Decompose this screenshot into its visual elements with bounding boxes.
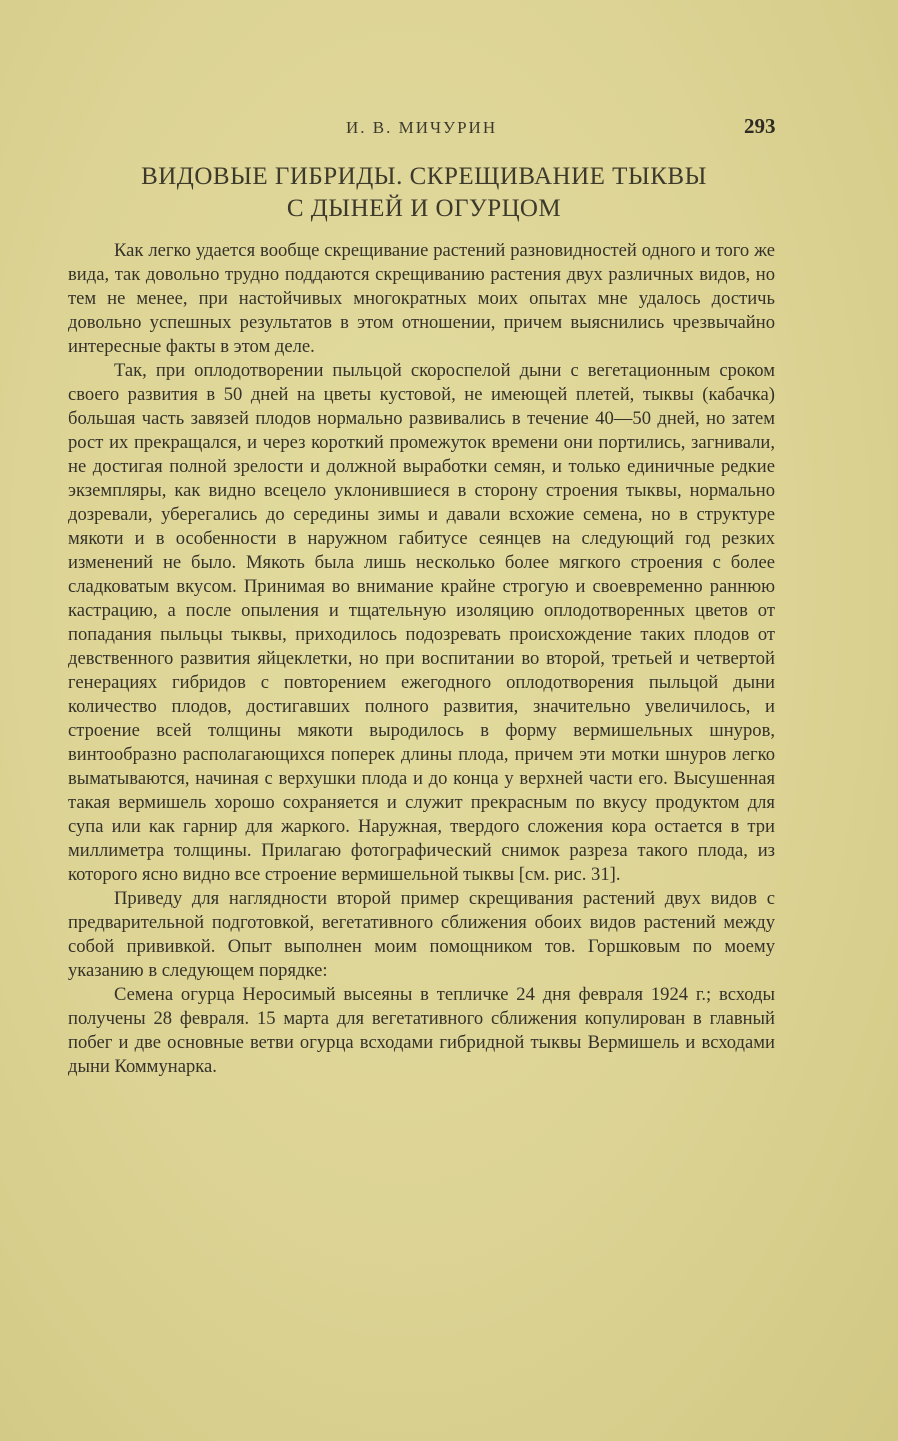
paragraph-2: Так, при оплодотворении пыльцой скороспелой дыни с вегетационным сроком своего развития в 50 дней на цветы кустовой, не имеющей плетей, тыквы (кабачка) большая часть завязей плодов нормально развивались в течение 40—50 дней, но затем рост их прекращался, и через короткий промежуток времени они портились, загнивали, не достигая полной зрелости и должной выработки семян, и только единичные редкие экземпляры, как видно всецело уклонившиеся в сторону строения тыквы, нормально дозревали, уберегались до середины зимы и давали всхожие семена, но в структуре мякоти и в особенности в наружном габитусе сеянцев на следующий год резких изменений не было. Мякоть была лишь несколько более мягкого строения с более сладковатым вкусом. Принимая во внимание крайне строгую и своевременно раннюю кастрацию, а после опыления и тщательную изоляцию оплодотворенных цветов от попадания пыльцы тыквы, приходилось подозревать происхождение таких плодов от девственного развития яйцеклетки, но при воспитании во второй, третьей и четвертой генерациях гибридов с повторением ежегодного оплодотворения пыльцой дыни количество плодов, достигавших полного развития, значительно увеличилось, и строение всей толщины мякоти выродилось в форму вермишельных шнуров, винтообразно располагающихся поперек длины плода, причем эти мотки шнуров легко выматываются, начиная с верхушки плода и до конца у верхней части его. Высушенная такая вермишель хорошо сохраняется и служит прекрасным по вкусу продуктом для супа или как гарнир для жаркого. Наружная, твердого сложения кора остается в три миллиметра толщины. Прилагаю фотографический снимок разреза такого плода, из которого ясно видно все строение вермишельной тыквы [см. рис. 31]. <box>68 360 775 885</box>
running-head <box>0 114 898 142</box>
article-body <box>68 239 775 1079</box>
article-title-line-1: ВИДОВЫЕ ГИБРИДЫ. СКРЕЩИВАНИЕ ТЫКВЫ <box>141 163 707 190</box>
paragraph-3: Приведу для наглядности второй пример скрещивания растений двух видов с предварительной подготовкой, вегетативного сближения обоих видов растений между собой прививкой. Опыт выполнен моим помощником тов. Горшковым по моему указанию в следующем порядке: <box>68 888 775 981</box>
paragraph-4: Семена огурца Неросимый высеяны в тепличке 24 дня февраля 1924 г.; всходы получены 28 февраля. 15 марта для вегетативного сближения копулирован в главный побег и две основные ветви огурца всходами гибридной тыквы Вермишель и всходами дыни Коммунарка. <box>68 984 775 1077</box>
article-title-line-2: С ДЫНЕЙ И ОГУРЦОМ <box>286 195 562 222</box>
article-title <box>72 161 776 225</box>
paragraph-1: Как легко удается вообще скрещивание растений разновидностей одного и того же вида, так довольно трудно поддаются скрещиванию растения двух различных видов, но тем не менее, при настойчивых многократных моих опытах мне удалось достичь довольно успешных результатов в этом отношении, причем выяснились чрезвычайно интересные факты в этом деле. <box>68 240 775 357</box>
running-head-author: И. В. МИЧУРИН <box>346 118 498 137</box>
page-number: 293 <box>744 114 776 138</box>
